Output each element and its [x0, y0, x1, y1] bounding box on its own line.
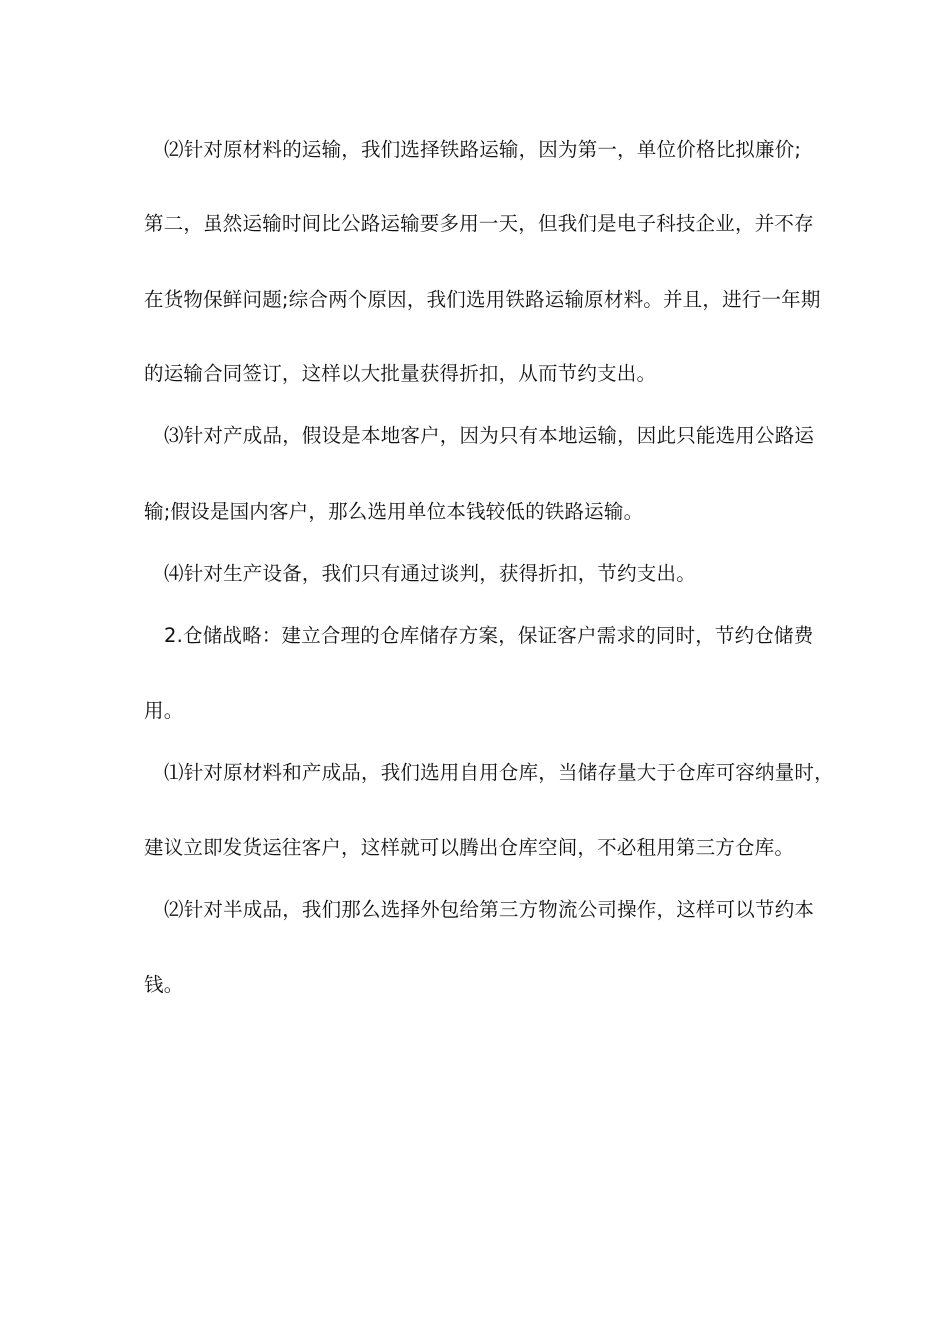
paragraph-line: 的运输合同签订，这样以大批量获得折扣，从而节约支出。 [144, 362, 657, 385]
paragraph-line: ⑷针对生产设备，我们只有通过谈判，获得折扣，节约支出。 [164, 562, 696, 585]
paragraph-line: 建议立即发货运往客户，这样就可以腾出仓库空间，不必租用第三方仓库。 [144, 836, 795, 859]
paragraph-line: 钱。 [144, 973, 184, 996]
paragraph-line: 在货物保鲜问题;综合两个原因，我们选用铁路运输原材料。并且，进行一年期 [144, 288, 821, 311]
paragraph-line: ⑵针对原材料的运输，我们选择铁路运输，因为第一，单位价格比拟廉价; [164, 138, 802, 161]
paragraph-line: 第二，虽然运输时间比公路运输要多用一天，但我们是电子科技企业，并不存 [144, 212, 814, 235]
paragraph-line: ⑵针对半成品，我们那么选择外包给第三方物流公司操作，这样可以节约本 [164, 898, 815, 921]
paragraph-line: ⑴针对原材料和产成品，我们选用自用仓库，当储存量大于仓库可容纳量时， [164, 761, 834, 784]
paragraph-line: 用。 [144, 699, 184, 722]
paragraph-line: 输;假设是国内客户，那么选用单位本钱较低的铁路运输。 [144, 500, 644, 523]
paragraph-line: 2.仓储战略：建立合理的仓库储存方案，保证客户需求的同时，节约仓储费 [164, 624, 814, 647]
paragraph-line: ⑶针对产成品，假设是本地客户，因为只有本地运输，因此只能选用公路运 [164, 424, 815, 447]
